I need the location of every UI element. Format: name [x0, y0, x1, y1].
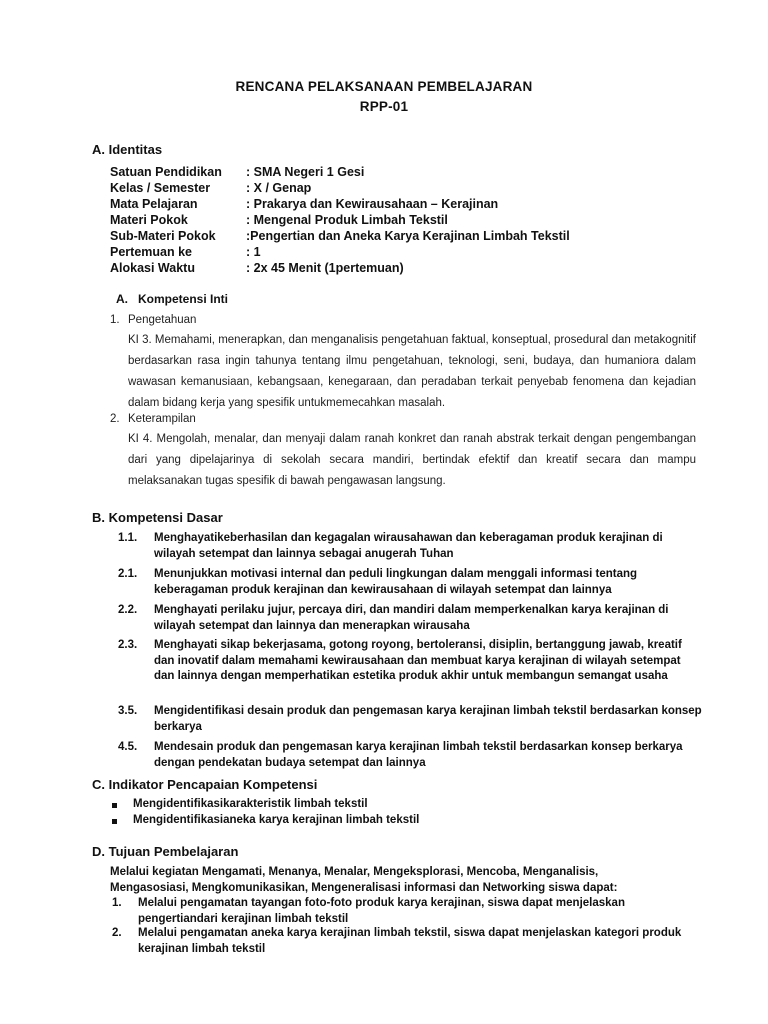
identitas-value: : 2x 45 Menit (1pertemuan) — [246, 261, 404, 275]
identitas-label: Pertemuan ke — [110, 245, 192, 259]
identitas-value: : SMA Negeri 1 Gesi — [246, 165, 365, 179]
kd-item-text: Menghayatikeberhasilan dan kegagalan wirausahawan dan keberagaman produk kerajinan di wilayah setempat dan lainnya sebagai anugerah Tuhan — [154, 532, 663, 560]
section-kd-heading: B. Kompetensi Dasar — [92, 510, 223, 525]
kd-item-number: 2.3. — [118, 639, 138, 651]
ki-item-label: Keterampilan — [128, 413, 196, 425]
kd-item-text: Menghayati sikap bekerjasama, gotong royong, bertoleransi, disiplin, bertanggung jawab, kreatif dan inovatif dalam memahami kewirausahaan dan membuat karya kerajinan di wilayah setempat dan lainnya dengan memperhatikan estetika produk akhir untuk membangun semangat usaha — [154, 639, 682, 682]
identitas-value: :Pengertian dan Aneka Karya Kerajinan Limbah Tekstil — [246, 229, 570, 243]
kd-item-text: Mendesain produk dan pengemasan karya kerajinan limbah tekstil berdasarkan konsep berkarya dengan pendekatan budaya setempat dan lainnya — [154, 741, 683, 769]
section-identitas-heading: A. Identitas — [92, 142, 163, 157]
kd-item-number: 3.5. — [118, 705, 138, 717]
identitas-label: Alokasi Waktu — [110, 261, 195, 275]
kd-item-number: 2.2. — [118, 604, 138, 616]
identitas-label: Satuan Pendidikan — [110, 165, 222, 179]
tujuan-item-number: 1. — [112, 897, 122, 909]
identitas-value: : X / Genap — [246, 181, 312, 195]
identitas-value: : Mengenal Produk Limbah Tekstil — [246, 213, 448, 227]
kd-item-text: Mengidentifikasi desain produk dan pengemasan karya kerajinan limbah tekstil berdasarkan konsep berkarya — [154, 705, 702, 733]
document-title: RENCANA PELAKSANAAN PEMBELAJARAN — [235, 79, 533, 94]
ki-item-label: Pengetahuan — [128, 314, 197, 326]
identitas-value: : 1 — [246, 245, 261, 259]
kd-item-number: 1.1. — [118, 532, 138, 544]
tujuan-item-text: Melalui pengamatan tayangan foto-foto produk karya kerajinan, siswa dapat menjelaskan pengertiandari kerajinan limbah tekstil — [138, 897, 625, 925]
bullet-square-icon — [112, 803, 117, 808]
kd-item-number: 2.1. — [118, 568, 138, 580]
section-ki-letter: A. — [116, 292, 128, 306]
identitas-label: Materi Pokok — [110, 213, 188, 227]
kd-item-text: Menunjukkan motivasi internal dan peduli lingkungan dalam menggali informasi tentang keberagaman produk kerajinan dan kewirausahaan di wilayah setempat dan lainnya — [154, 568, 638, 596]
indikator-item-text: Mengidentifikasikarakteristik limbah tekstil — [133, 798, 368, 810]
identitas-label: Kelas / Semester — [110, 181, 211, 195]
tujuan-item-number: 2. — [112, 927, 122, 939]
section-indikator-heading: C. Indikator Pencapaian Kompetensi — [92, 777, 318, 792]
kd-item-number: 4.5. — [118, 741, 138, 753]
ki-item-text: KI 3. Memahami, menerapkan, dan menganalisis pengetahuan faktual, konseptual, prosedural dan metakognitif berdasarkan rasa ingin tahunya tentang ilmu pengetahuan, teknologi, seni, budaya, dan humaniora dalam wawasan kemanusiaan, kebangsaan, kenegaraan, dan peradaban terkait penyebab fenomena dan kejadian dalam bidang kerja yang spesifik untukmemecahkan masalah. — [128, 334, 696, 409]
section-ki-heading: Kompetensi Inti — [138, 292, 229, 306]
ki-item-text: KI 4. Mengolah, menalar, dan menyaji dalam ranah konkret dan ranah abstrak terkait dengan pengembangan dari yang dipelajarinya di sekolah secara mandiri, bertindak efektif dan kreatif secara dan mampu melaksanakan tugas spesifik di bawah pengawasan langsung. — [128, 433, 696, 487]
document-subtitle: RPP-01 — [359, 99, 409, 114]
tujuan-intro: Melalui kegiatan Mengamati, Menanya, Menalar, Mengeksplorasi, Mencoba, Menganalisis, Mengasosiasi, Mengkomunikasikan, Mengeneralisasi informasi dan Networking siswa dapat: — [110, 866, 618, 894]
identitas-value: : Prakarya dan Kewirausahaan – Kerajinan — [246, 197, 499, 211]
identitas-label: Sub-Materi Pokok — [110, 229, 216, 243]
ki-item-number: 1. — [110, 314, 120, 326]
section-tujuan-heading: D. Tujuan Pembelajaran — [92, 844, 239, 859]
kd-item-text: Menghayati perilaku jujur, percaya diri, dan mandiri dalam memperkenalkan karya kerajinan di wilayah setempat dan lainnya dan menerapkan wirausaha — [154, 604, 669, 632]
ki-item-number: 2. — [110, 413, 120, 425]
bullet-square-icon — [112, 819, 117, 824]
identitas-label: Mata Pelajaran — [110, 197, 198, 211]
tujuan-item-text: Melalui pengamatan aneka karya kerajinan limbah tekstil, siswa dapat menjelaskan kategori produk kerajinan limbah tekstil — [138, 927, 682, 955]
indikator-item-text: Mengidentifikasianeka karya kerajinan limbah tekstil — [133, 814, 420, 826]
